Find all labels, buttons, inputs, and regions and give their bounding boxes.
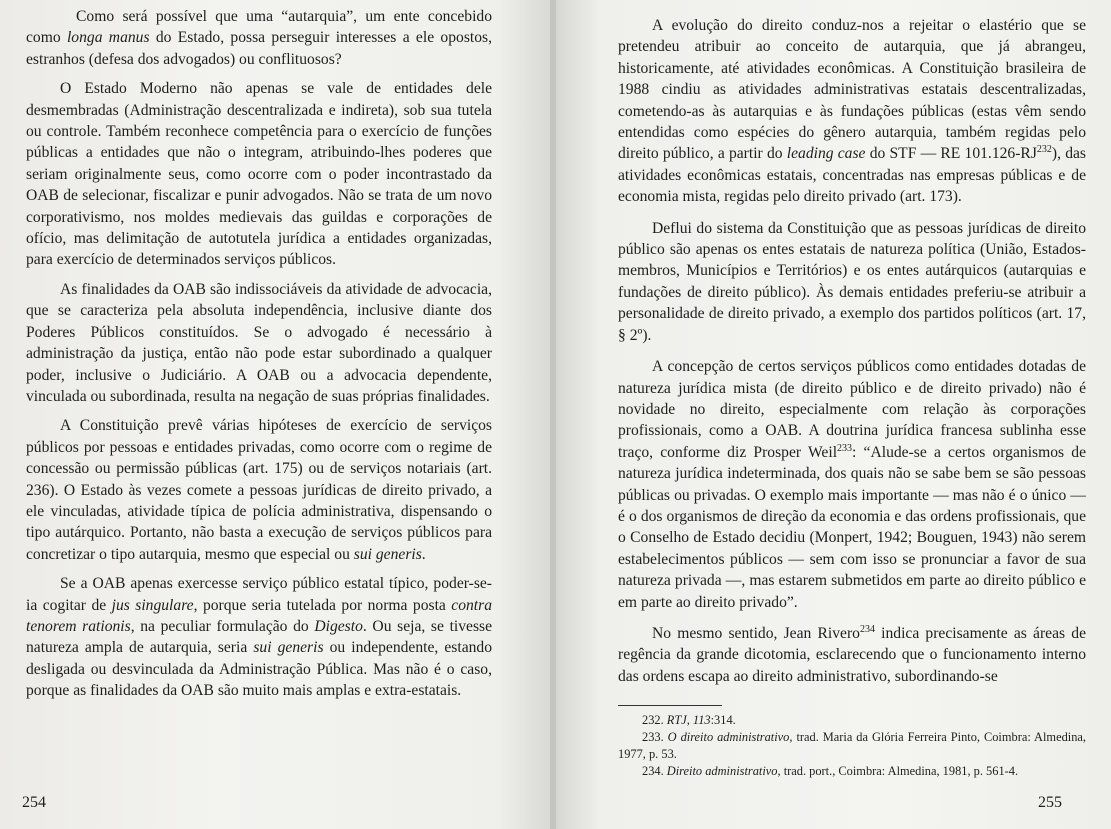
footnote: 234. Direito administrativo, trad. port., Coimbra: Almedina, 1981, p. 561-4. [642, 764, 1019, 778]
footnote: 233. O direito administrativo, trad. Maria da Glória Ferreira Pinto, Coimbra: Almedina, 1977, p. 53. [618, 730, 1087, 761]
paragraph: No mesmo sentido, Jean Rivero$^{234}$ indica precisamente as áreas de regência da grande dicotomia, esclarecendo que o funcionamento interno das ordens escapa ao direito administrativo, subordinando-se [618, 623, 1086, 685]
paragraph: Como será possível que uma “autarquia”, um ente concebido como longa manus do Estado, possa perseguir interesses a ele opostos, estranhos (defesa dos advogados) ou conflituosos? [26, 8, 492, 68]
paragraph: A evolução do direito conduz-nos a rejeitar o elastério que se pretendeu atribuir ao conceito de autarquia, que já abrangeu, historicamente, até atividades econômicas. A Constituição brasileira de 1988 cindiu as atividades administrativas estatais descentralizadas, cometendo-as às autarquias e às fundações públicas (estas vêm sendo entendidas como espécies do gênero autarquia, também regidas pelo direito público, a partir do leading case do STF — RE 101.126-RJ$^{232}$), das atividades econômicas estatais, concentradas nas empresas públicas e de economia mista, regidas pelo direito privado (art. 173). [618, 17, 1086, 206]
paragraph: O Estado Moderno não apenas se vale de entidades dele desmembradas (Administração descentralizada e indireta), sob sua tutela ou controle. Também reconhece competência para o exercício de funções públicas a entidades que não o integram, atribuindo-lhes poderes que seriam originalmente seus, como ocorre com o poder incontrastado da OAB de selecionar, fiscalizar e punir advogados. Não se trata de um novo corporativismo, nos moldes medievais das guildas e corporações de ofício, mas delimitação de autotutela jurídica a entidades organizadas, para exercício de determinados serviços públicos. [26, 80, 492, 269]
paragraph: Se a OAB apenas exercesse serviço público estatal típico, poder-se-ia cogitar de jus singulare, porque seria tutelada por norma posta contra tenorem rationis, na peculiar formulação do Digesto. Ou seja, se tivesse natureza ampla de autarquia, seria sui generis ou independente, estando desligada ou desvinculada da Administração Pública. Mas não é o caso, porque as finalidades da OAB são muito mais amplas e extra-estatais. [26, 575, 493, 700]
paragraph: Deflui do sistema da Constituição que as pessoas jurídicas de direito público são apenas os entes estatais de natureza política (União, Estados-membros, Municípios e Territórios) e os entes autárquicos (autarquias e fundações de direito público). Às demais entidades preferiu-se atribuir a personalidade de direito privado, a exemplo dos partidos políticos (art. 17, § 2º). [618, 219, 1086, 344]
left-page-body [26, 6, 492, 702]
left-page [0, 0, 552, 829]
footnote: 232. RTJ, 113:314. [642, 713, 736, 727]
footnote-rule [618, 705, 722, 706]
paragraph: As finalidades da OAB são indissociáveis da atividade de advocacia, que se caracteriza pela absoluta independência, inclusive diante dos Poderes Públicos constituídos. Se o advogado é necessário à administração da justiça, então não pode estar subordinado a qualquer poder, inclusive o Judiciário. A OAB ou a advocacia dependente, vinculada ou subordinada, resulta na negação de suas próprias finalidades. [26, 280, 492, 405]
paragraph: A concepção de certos serviços públicos como entidades dotadas de natureza jurídica mista (de direito público e de direito privado) não é novidade no direito, especialmente com relação às corporações profissionais, como a OAB. A doutrina jurídica francesa sublinha esse traço, conforme diz Prosper Weil$^{233}$: “Alude-se a certos organismos de natureza jurídica indeterminada, dos quais não se sabe bem se são pessoas públicas ou privadas. O exemplo mais importante — mas não é o único — é o dos organismos de direção da economia e das ordens profissionais, que o Conselho de Estado decidiu (Monpert, 1942; Bouguen, 1943) não serem estabelecimentos públicos — sem com isso se pronunciar a favor de sua natureza privada —, mas estarem submetidos em parte ao direito público e em parte ao direito privado”. [618, 358, 1087, 611]
page-number: 254 [22, 794, 46, 811]
page-number: 255 [1038, 794, 1062, 811]
footnotes [618, 705, 1086, 780]
right-page-body [618, 15, 1086, 687]
paragraph: A Constituição prevê várias hipóteses de exercício de serviços públicos por pessoas e entidades privadas, como ocorre com o regime de concessão ou permissão públicas (art. 175) ou de serviços notariais (art. 236). O Estado às vezes comete a pessoas jurídicas de direito privado, a ele vinculadas, atividade típica de polícia administrativa, dispensando o tipo autárquico. Portanto, não basta a execução de serviços públicos para concretizar o tipo autarquia, mesmo que especial ou sui generis. [26, 417, 492, 563]
right-page [556, 0, 1111, 829]
